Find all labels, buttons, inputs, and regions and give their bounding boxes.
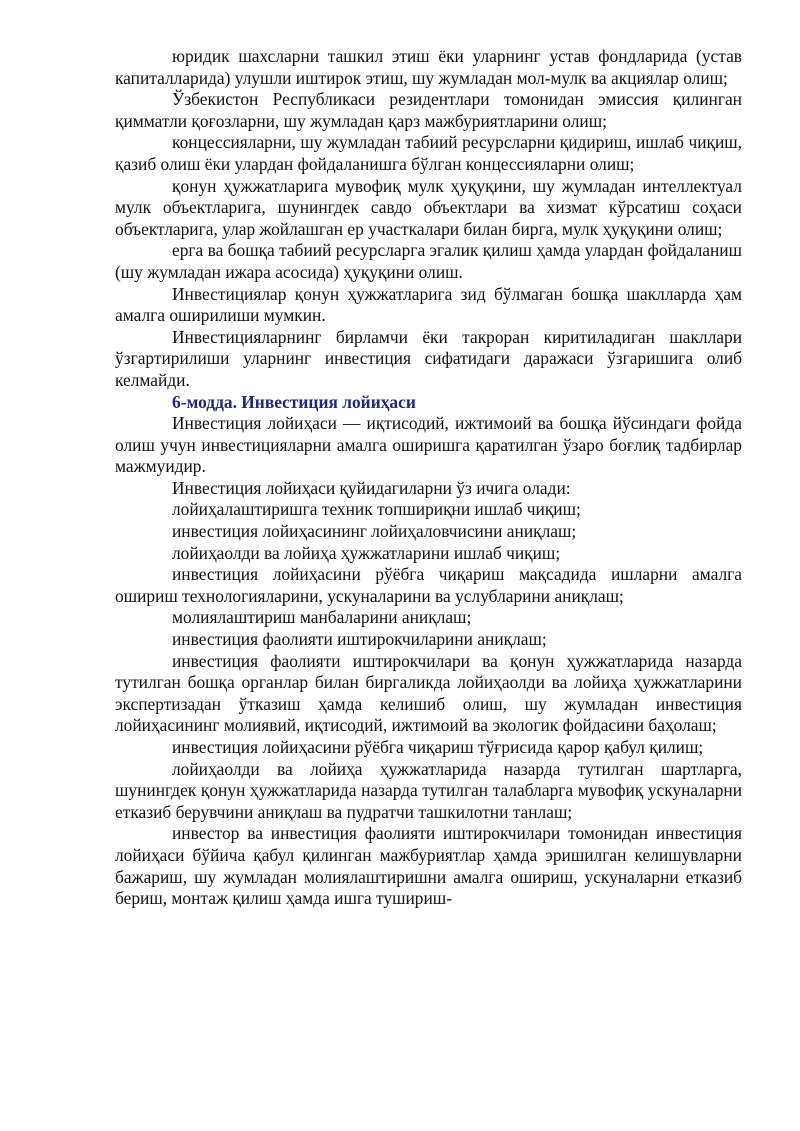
list-item: лойиҳаолди ва лойиҳа ҳужжатларида назарда тутилган шартларга, шунингдек қонун ҳужжатларида назарда тутилган талабларга мувофиқ ускуналарни етказиб берувчини аниқлаш ва пудратчи ташкилотни танлаш;: [115, 758, 742, 822]
list-item: лойиҳаолди ва лойиҳа ҳужжатларини ишлаб чиқиш;: [172, 542, 561, 563]
paragraph: ерга ва бошқа табиий ресурсларга эгалик қилиш ҳамда улардан фойдаланиш (шу жумладан ижара асосида) ҳуқуқини олиш.: [115, 240, 742, 282]
paragraph: Инвестицияларнинг бирламчи ёки такроран киритиладиган шакллари ўзгартирилиши уларнинг инвестиция сифатидаги даражаси ўзгаришига олиб келмайди.: [115, 326, 742, 390]
paragraph: қонун ҳужжатларига мувофиқ мулк ҳуқуқини, шу жумладан интеллектуал мулк объектларига, шунингдек савдо объектлари ва хизмат кўрсатиш соҳаси объектларига, улар жойлашган ер участкалари билан бирга, мулк ҳуқуқини олиш;: [115, 175, 742, 239]
list-item: инвестиция лойиҳасини рўёбга чиқариш тўғрисида қарор қабул қилиш;: [172, 737, 704, 757]
article-heading: 6-модда. Инвестиция лойиҳаси: [172, 391, 416, 412]
paragraph: Ўзбекистон Республикаси резидентлари томонидан эмиссия қилинган қимматли қоғозларни, шу жумладан қарз мажбуриятларини олиш;: [115, 89, 742, 131]
list-item: инвестиция лойиҳасини рўёбга чиқариш мақсадида ишларни амалга ошириш технологияларини, ускуналарини ва услубларини аниқлаш;: [115, 564, 742, 606]
list-item: инвестиция фаолияти иштирокчилари ва қонун ҳужжатларида назарда тутилган бошқа органлар билан биргаликда лойиҳаолди ва лойиҳа ҳужжатларини экспертизадан ўтказиш ҳамда келишиб олиш, шу жумладан инвестиция лойиҳасининг молиявий, иқтисодий, ижтимоий ва экологик фойдасини баҳолаш;: [115, 650, 742, 736]
paragraph: Инвестиция лойиҳаси қуйидагиларни ўз ичига олади:: [172, 477, 571, 498]
list-item: инвестиция фаолияти иштирокчиларини аниқлаш;: [172, 629, 547, 650]
list-item: инвестиция лойиҳасининг лойиҳаловчисини аниқлаш;: [172, 521, 577, 542]
paragraph: юридик шахсларни ташкил этиш ёки уларнинг устав фондларида (устав капиталларида) улушли иштирок этиш, шу жумладан мол-мулк ва акциялар олиш;: [115, 46, 742, 88]
paragraph: Инвестиция лойиҳаси — иқтисодий, ижтимоий ва бошқа йўсиндаги фойда олиш учун инвестицияларни амалга оширишга қаратилган ўзаро боғлиқ тадбирлар мажмуидир.: [115, 413, 742, 477]
list-item: лойиҳалаштиришга техник топшириқни ишлаб чиқиш;: [172, 499, 581, 520]
paragraph: концессияларни, шу жумладан табиий ресурсларни қидириш, ишлаб чиқиш, қазиб олиш ёки улардан фойдаланишга бўлган концессияларни олиш;: [115, 132, 742, 174]
document-page: [115, 46, 742, 910]
paragraph: Инвестициялар қонун ҳужжатларига зид бўлмаган бошқа шаклларда ҳам амалга оширилиши мумкин.: [115, 283, 742, 326]
list-item: инвестор ва инвестиция фаолияти иштирокчилари томонидан инвестиция лойиҳаси бўйича қабул қилинган мажбуриятлар ҳамда эришилган келишувларни бажариш, шу жумладан молиялаштиришни амалга ошириш, ускуналарни етказиб бериш, монтаж қилиш ҳамда ишга тушириш-: [115, 823, 742, 909]
list-item: молиялаштириш манбаларини аниқлаш;: [172, 607, 472, 628]
